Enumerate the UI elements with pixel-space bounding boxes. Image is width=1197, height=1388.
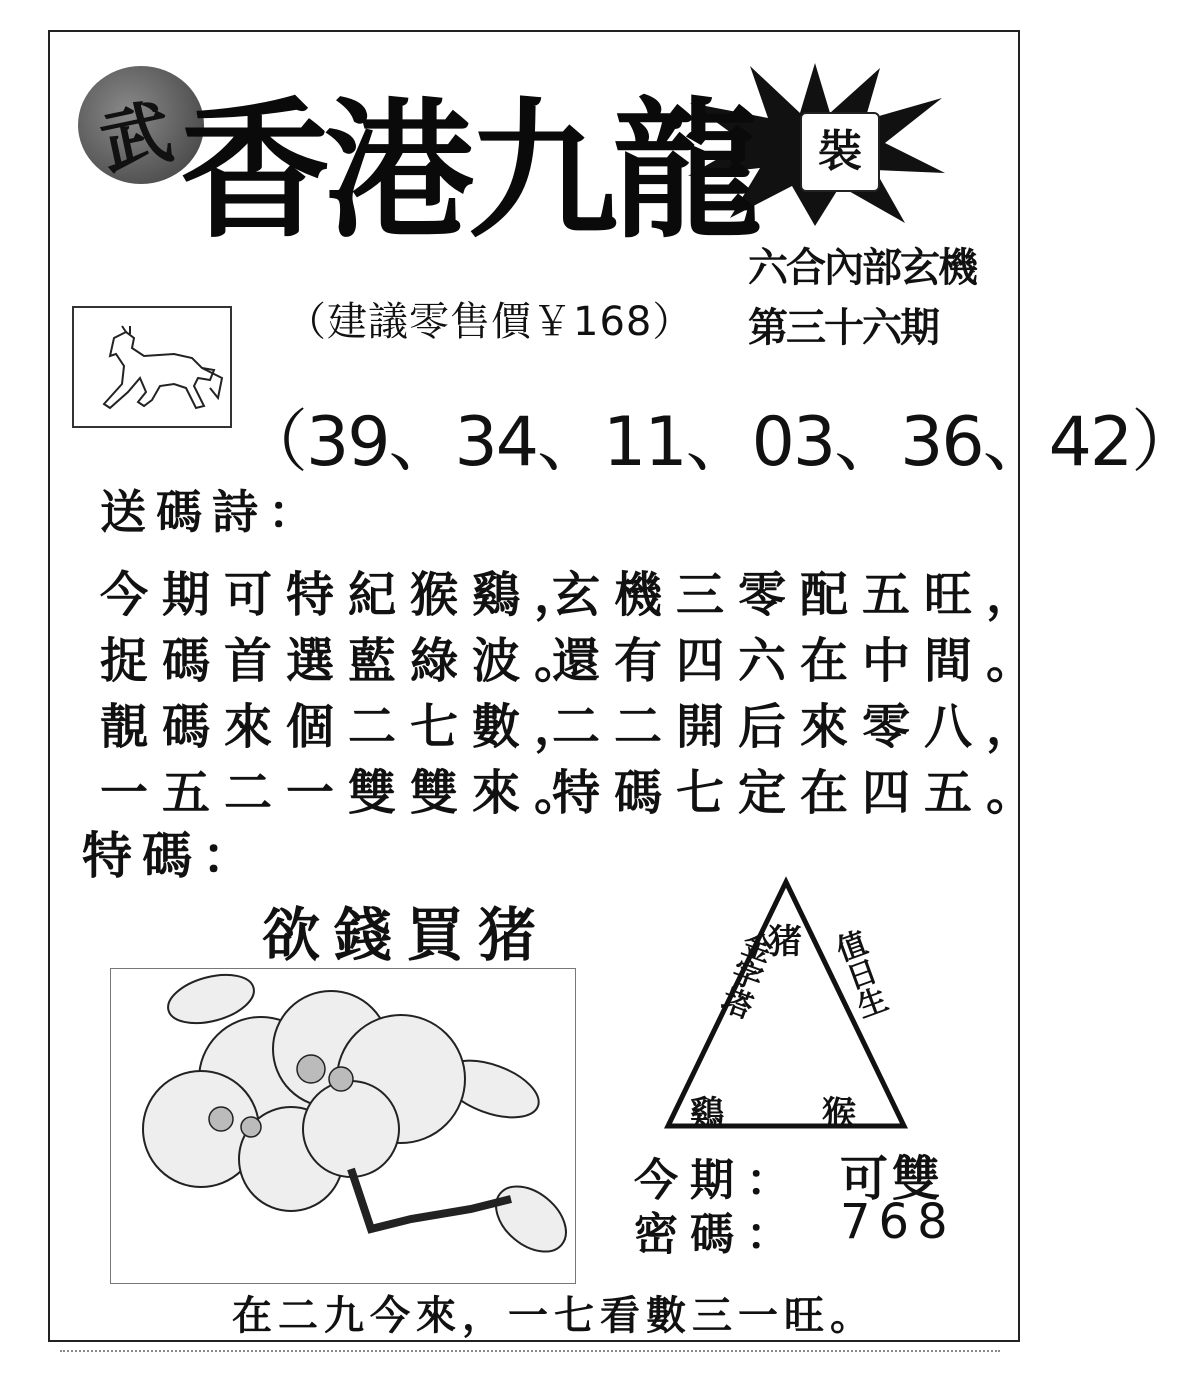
triangle-bottom-left: 鷄 xyxy=(690,1094,724,1134)
secret-value: 768 xyxy=(840,1194,956,1250)
subtitle-line-1: 六合內部玄機 xyxy=(748,244,976,291)
triangle-top: 猪 xyxy=(768,922,802,962)
this-period-value: 可雙 xyxy=(840,1151,945,1207)
footer-text: 在二九今來，一七看數三一旺。 xyxy=(232,1292,876,1339)
poem-left-1: 今期可特紀猴鷄， xyxy=(100,567,597,623)
special-label: 特碼： xyxy=(82,826,262,885)
triangle-left-side: 金字塔 xyxy=(712,924,777,1022)
poem-left-2: 捉碼首選藍綠波。 xyxy=(100,633,597,689)
triangle-bottom-right: 猴 xyxy=(822,1094,856,1134)
triangle-right-side: 值日生 xyxy=(826,926,891,1024)
page-title: 香港九龍 xyxy=(180,83,757,259)
poem-right-4: 特碼七定在四五。 xyxy=(552,765,1049,821)
lucky-numbers: （39、34、11、03、36、42） xyxy=(240,403,1197,482)
this-period-label: 今期： xyxy=(634,1155,802,1206)
price-text: （建議零售價￥168） xyxy=(286,299,694,345)
bottom-divider xyxy=(60,1350,1000,1352)
flower-icon xyxy=(111,969,575,1283)
special-slogan: 欲錢買猪 xyxy=(262,901,551,969)
poem-right-3: 二二開后來零八， xyxy=(552,699,1049,755)
edition-badge: 裝 xyxy=(800,112,880,192)
secret-label: 密碼： xyxy=(634,1209,802,1260)
horse-icon xyxy=(74,308,230,426)
horse-image xyxy=(72,306,232,428)
poem-right-1: 玄機三零配五旺， xyxy=(552,567,1049,623)
badge-text: 武 xyxy=(93,89,179,186)
poem-left-3: 靚碼來個二七數， xyxy=(100,699,597,755)
poem-right-2: 還有四六在中間。 xyxy=(552,633,1049,689)
poem-left-4: 一五二一雙雙來。 xyxy=(100,765,597,821)
poem-label: 送碼詩： xyxy=(100,485,324,539)
flower-image xyxy=(110,968,576,1284)
subtitle-line-2: 第三十六期 xyxy=(748,304,938,351)
